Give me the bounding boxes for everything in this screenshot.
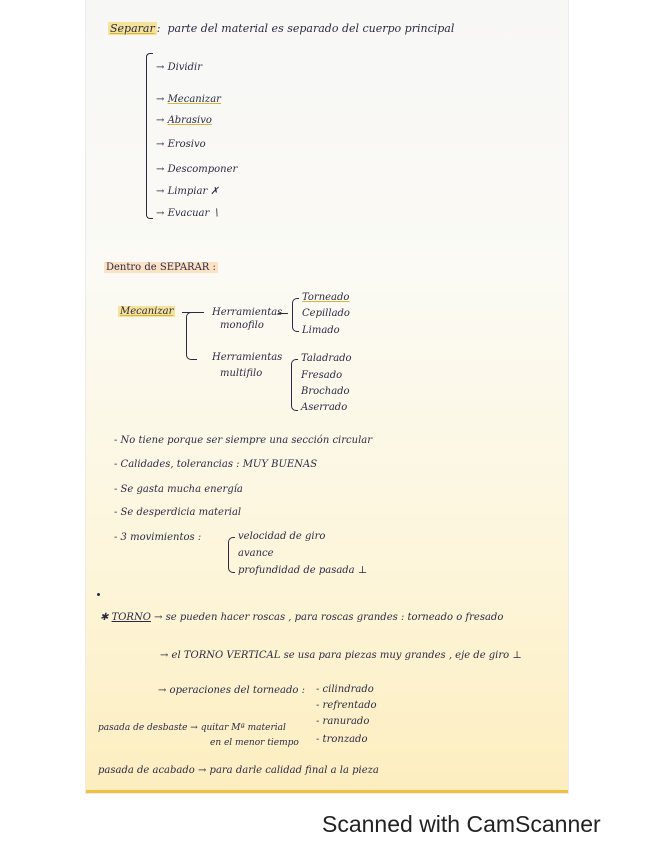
separar-item: → Erosivo bbox=[156, 139, 206, 150]
dentro-title: Dentro de SEPARAR : bbox=[106, 262, 216, 273]
desbaste-line-2: en el menor tiempo bbox=[210, 738, 299, 748]
multi-label-2: multifilo bbox=[220, 368, 263, 379]
multi-item: Aserrado bbox=[301, 402, 348, 413]
mono-brace bbox=[292, 298, 299, 332]
mecanizar-brace bbox=[186, 312, 197, 360]
operations-label: → operaciones del torneado : bbox=[158, 685, 305, 696]
desbaste-line: pasada de desbaste → quitar Mª material bbox=[98, 723, 286, 733]
multi-label: Herramientas bbox=[212, 352, 283, 363]
mono-label: Herramientas bbox=[212, 307, 283, 318]
mono-connector bbox=[278, 313, 288, 314]
torno-vertical-line: → el TORNO VERTICAL se usa para piezas muy grandes , eje de giro ⊥ bbox=[160, 650, 522, 661]
note-line: - Calidades, tolerancias : MUY BUENAS bbox=[114, 459, 318, 470]
mono-item: Cepillado bbox=[302, 308, 350, 319]
multi-item: Taladrado bbox=[301, 353, 352, 364]
note-line: - Se desperdicia material bbox=[114, 507, 242, 518]
multi-item: Brochado bbox=[301, 386, 350, 397]
movements-brace bbox=[228, 537, 235, 573]
mecanizar-root: Mecanizar bbox=[120, 306, 174, 317]
camscanner-footer: Scanned with CamScanner bbox=[322, 811, 601, 837]
movements-label: - 3 movimientos : bbox=[114, 532, 202, 543]
mono-item: Torneado bbox=[302, 292, 350, 303]
separar-definition: parte del material es separado del cuerpo principal bbox=[167, 22, 455, 35]
separar-list-brace bbox=[146, 53, 153, 219]
separar-item: → Mecanizar bbox=[156, 94, 221, 105]
separar-item: → Dividir bbox=[156, 62, 203, 73]
operation-item: - refrentado bbox=[316, 700, 377, 711]
torno-text: → se pueden hacer roscas , para roscas grandes : torneado o fresado bbox=[154, 612, 504, 623]
note-line: - No tiene porque ser siempre una sección circular bbox=[114, 435, 373, 446]
movement-item: velocidad de giro bbox=[238, 531, 326, 542]
separar-word: Separar bbox=[110, 22, 155, 35]
torno-line: ✱ TORNO → se pueden hacer roscas , para roscas grandes : torneado o fresado bbox=[100, 612, 504, 623]
mono-label-2: monofilo bbox=[220, 320, 264, 331]
multi-brace bbox=[291, 359, 298, 411]
separar-item: → Evacuar ∖ bbox=[156, 208, 219, 219]
acabado-line: pasada de acabado → para darle calidad final a la pieza bbox=[98, 765, 379, 776]
multi-item: Fresado bbox=[301, 370, 343, 381]
note-line: - Se gasta mucha energía bbox=[114, 484, 243, 495]
operation-item: - cilindrado bbox=[316, 684, 374, 695]
separar-item: → Limpiar ✗ bbox=[156, 186, 219, 197]
separar-title: Separar : parte del material es separado del cuerpo principal bbox=[110, 22, 455, 35]
mono-item: Limado bbox=[302, 325, 340, 336]
separar-item: → Descomponer bbox=[156, 164, 238, 175]
movement-item: profundidad de pasada ⊥ bbox=[238, 565, 368, 576]
movement-item: avance bbox=[238, 548, 274, 559]
torno-label: TORNO bbox=[111, 612, 151, 623]
separar-item: → Abrasivo bbox=[156, 115, 212, 126]
operation-item: - tronzado bbox=[316, 734, 368, 745]
ink-dot bbox=[97, 593, 100, 596]
operation-item: - ranurado bbox=[316, 716, 370, 727]
